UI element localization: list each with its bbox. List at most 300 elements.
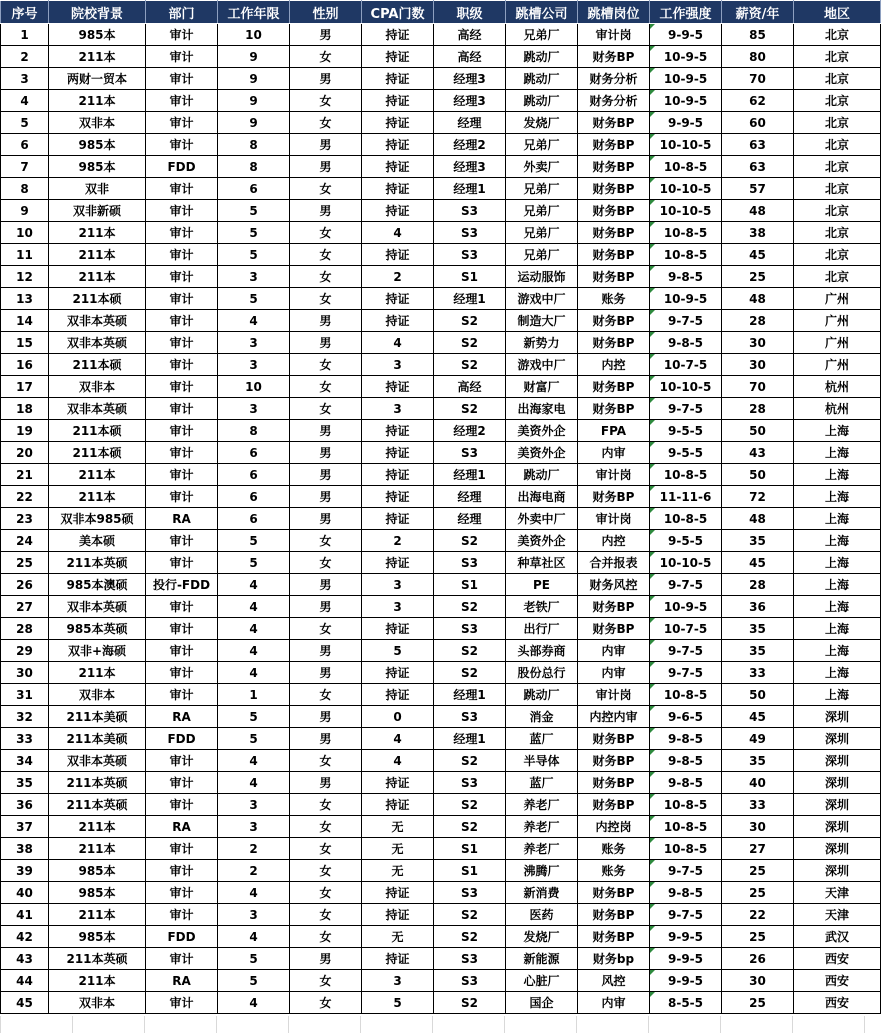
cell-school[interactable]: 211本 — [49, 486, 146, 508]
cell-gender[interactable]: 女 — [290, 266, 362, 288]
cell-gender[interactable]: 男 — [290, 24, 362, 46]
cell-level[interactable]: S2 — [434, 794, 506, 816]
cell-level[interactable]: S1 — [434, 574, 506, 596]
cell-department[interactable]: 审计 — [146, 244, 218, 266]
cell-salary[interactable]: 85 — [722, 24, 794, 46]
cell-salary[interactable]: 40 — [722, 772, 794, 794]
cell-index[interactable]: 36 — [1, 794, 49, 816]
cell-years[interactable]: 9 — [218, 46, 290, 68]
cell-department[interactable]: 审计 — [146, 530, 218, 552]
cell-region[interactable]: 北京 — [794, 134, 881, 156]
cell-level[interactable]: 经理1 — [434, 464, 506, 486]
cell-school[interactable]: 211本 — [49, 662, 146, 684]
cell-school[interactable]: 双非本英硕 — [49, 398, 146, 420]
cell-gender[interactable]: 女 — [290, 552, 362, 574]
cell-years[interactable]: 3 — [218, 398, 290, 420]
cell-cpa[interactable]: 4 — [362, 750, 434, 772]
cell-index[interactable]: 20 — [1, 442, 49, 464]
cell-years[interactable]: 6 — [218, 486, 290, 508]
cell-school[interactable]: 两财一贸本 — [49, 68, 146, 90]
cell-department[interactable]: 审计 — [146, 288, 218, 310]
cell-salary[interactable]: 30 — [722, 816, 794, 838]
cell-region[interactable]: 上海 — [794, 684, 881, 706]
cell-gender[interactable]: 女 — [290, 860, 362, 882]
cell-index[interactable]: 37 — [1, 816, 49, 838]
cell-index[interactable]: 43 — [1, 948, 49, 970]
cell-school[interactable]: 211本 — [49, 244, 146, 266]
cell-gender[interactable]: 男 — [290, 574, 362, 596]
cell-index[interactable]: 38 — [1, 838, 49, 860]
cell-company[interactable]: 财富厂 — [506, 376, 578, 398]
cell-region[interactable]: 深圳 — [794, 728, 881, 750]
cell-department[interactable]: 审计 — [146, 838, 218, 860]
cell-position[interactable]: 财务分析 — [578, 68, 650, 90]
cell-company[interactable]: 兄弟厂 — [506, 134, 578, 156]
col-header-cpa[interactable]: CPA门数 — [362, 1, 434, 24]
cell-position[interactable]: 内审 — [578, 992, 650, 1014]
cell-years[interactable]: 8 — [218, 134, 290, 156]
cell-region[interactable]: 西安 — [794, 948, 881, 970]
cell-salary[interactable]: 25 — [722, 266, 794, 288]
cell-intensity[interactable]: 9-9-5 — [650, 926, 722, 948]
cell-salary[interactable]: 25 — [722, 992, 794, 1014]
cell-region[interactable]: 广州 — [794, 354, 881, 376]
col-header-years[interactable]: 工作年限 — [218, 1, 290, 24]
cell-gender[interactable]: 女 — [290, 684, 362, 706]
cell-position[interactable]: 审计岗 — [578, 684, 650, 706]
cell-intensity[interactable]: 10-9-5 — [650, 46, 722, 68]
cell-position[interactable]: 财务bp — [578, 948, 650, 970]
cell-salary[interactable]: 48 — [722, 288, 794, 310]
cell-company[interactable]: 出海家电 — [506, 398, 578, 420]
cell-company[interactable]: 股份总行 — [506, 662, 578, 684]
cell-index[interactable]: 28 — [1, 618, 49, 640]
cell-school[interactable]: 211本 — [49, 816, 146, 838]
cell-years[interactable]: 3 — [218, 354, 290, 376]
cell-level[interactable]: S1 — [434, 266, 506, 288]
cell-gender[interactable]: 女 — [290, 398, 362, 420]
cell-school[interactable]: 211本 — [49, 222, 146, 244]
cell-cpa[interactable]: 无 — [362, 838, 434, 860]
cell-salary[interactable]: 25 — [722, 926, 794, 948]
cell-department[interactable]: 审计 — [146, 332, 218, 354]
cell-region[interactable]: 深圳 — [794, 794, 881, 816]
cell-index[interactable]: 15 — [1, 332, 49, 354]
cell-intensity[interactable]: 9-9-5 — [650, 948, 722, 970]
cell-region[interactable]: 北京 — [794, 68, 881, 90]
cell-school[interactable]: 985本澳硕 — [49, 574, 146, 596]
cell-department[interactable]: 审计 — [146, 200, 218, 222]
cell-level[interactable]: 经理1 — [434, 178, 506, 200]
cell-level[interactable]: S2 — [434, 904, 506, 926]
cell-company[interactable]: 国企 — [506, 992, 578, 1014]
cell-index[interactable]: 10 — [1, 222, 49, 244]
cell-intensity[interactable]: 10-9-5 — [650, 68, 722, 90]
cell-level[interactable]: S2 — [434, 662, 506, 684]
cell-cpa[interactable]: 持证 — [362, 134, 434, 156]
cell-gender[interactable]: 女 — [290, 244, 362, 266]
cell-department[interactable]: 审计 — [146, 552, 218, 574]
cell-company[interactable]: 兄弟厂 — [506, 222, 578, 244]
cell-salary[interactable]: 48 — [722, 508, 794, 530]
cell-department[interactable]: 审计 — [146, 860, 218, 882]
cell-position[interactable]: 账务 — [578, 288, 650, 310]
cell-company[interactable]: 游戏中厂 — [506, 288, 578, 310]
cell-gender[interactable]: 男 — [290, 200, 362, 222]
cell-cpa[interactable]: 无 — [362, 816, 434, 838]
cell-region[interactable]: 上海 — [794, 618, 881, 640]
cell-cpa[interactable]: 4 — [362, 332, 434, 354]
cell-level[interactable]: 经理3 — [434, 156, 506, 178]
cell-years[interactable]: 3 — [218, 816, 290, 838]
cell-region[interactable]: 北京 — [794, 178, 881, 200]
cell-position[interactable]: 内控 — [578, 354, 650, 376]
cell-index[interactable]: 34 — [1, 750, 49, 772]
cell-position[interactable]: 财务BP — [578, 398, 650, 420]
cell-gender[interactable]: 男 — [290, 772, 362, 794]
cell-region[interactable]: 上海 — [794, 552, 881, 574]
cell-years[interactable]: 5 — [218, 552, 290, 574]
cell-region[interactable]: 上海 — [794, 662, 881, 684]
cell-years[interactable]: 10 — [218, 376, 290, 398]
cell-region[interactable]: 北京 — [794, 200, 881, 222]
cell-intensity[interactable]: 9-7-5 — [650, 640, 722, 662]
cell-gender[interactable]: 男 — [290, 134, 362, 156]
cell-company[interactable]: 老铁厂 — [506, 596, 578, 618]
cell-salary[interactable]: 28 — [722, 310, 794, 332]
cell-years[interactable]: 4 — [218, 882, 290, 904]
cell-index[interactable]: 31 — [1, 684, 49, 706]
cell-school[interactable]: 211本美硕 — [49, 706, 146, 728]
cell-department[interactable]: 投行-FDD — [146, 574, 218, 596]
col-header-index[interactable]: 序号 — [1, 1, 49, 24]
cell-index[interactable]: 19 — [1, 420, 49, 442]
col-header-gender[interactable]: 性别 — [290, 1, 362, 24]
cell-salary[interactable]: 48 — [722, 200, 794, 222]
cell-years[interactable]: 4 — [218, 772, 290, 794]
cell-years[interactable]: 5 — [218, 244, 290, 266]
cell-index[interactable]: 44 — [1, 970, 49, 992]
cell-years[interactable]: 4 — [218, 926, 290, 948]
cell-school[interactable]: 双非本英硕 — [49, 332, 146, 354]
cell-company[interactable]: 种草社区 — [506, 552, 578, 574]
cell-cpa[interactable]: 持证 — [362, 618, 434, 640]
cell-cpa[interactable]: 3 — [362, 596, 434, 618]
col-header-intensity[interactable]: 工作强度 — [650, 1, 722, 24]
cell-company[interactable]: 蓝厂 — [506, 772, 578, 794]
cell-gender[interactable]: 女 — [290, 90, 362, 112]
cell-department[interactable]: RA — [146, 706, 218, 728]
cell-level[interactable]: S1 — [434, 860, 506, 882]
cell-cpa[interactable]: 持证 — [362, 442, 434, 464]
cell-department[interactable]: FDD — [146, 728, 218, 750]
cell-position[interactable]: 财务BP — [578, 244, 650, 266]
cell-company[interactable]: 兄弟厂 — [506, 200, 578, 222]
cell-index[interactable]: 5 — [1, 112, 49, 134]
cell-level[interactable]: 高经 — [434, 24, 506, 46]
cell-position[interactable]: 审计岗 — [578, 508, 650, 530]
cell-region[interactable]: 西安 — [794, 992, 881, 1014]
cell-years[interactable]: 4 — [218, 662, 290, 684]
cell-index[interactable]: 39 — [1, 860, 49, 882]
cell-level[interactable]: 经理 — [434, 486, 506, 508]
cell-index[interactable]: 4 — [1, 90, 49, 112]
cell-years[interactable]: 8 — [218, 156, 290, 178]
cell-level[interactable]: 经理2 — [434, 420, 506, 442]
cell-department[interactable]: FDD — [146, 156, 218, 178]
cell-department[interactable]: 审计 — [146, 948, 218, 970]
cell-intensity[interactable]: 10-10-5 — [650, 134, 722, 156]
cell-level[interactable]: S3 — [434, 706, 506, 728]
cell-region[interactable]: 深圳 — [794, 772, 881, 794]
cell-position[interactable]: 财务BP — [578, 596, 650, 618]
cell-department[interactable]: 审计 — [146, 596, 218, 618]
cell-department[interactable]: 审计 — [146, 46, 218, 68]
cell-position[interactable]: 财务BP — [578, 904, 650, 926]
cell-level[interactable]: S1 — [434, 838, 506, 860]
cell-salary[interactable]: 35 — [722, 750, 794, 772]
cell-gender[interactable]: 男 — [290, 596, 362, 618]
cell-position[interactable]: 财务BP — [578, 310, 650, 332]
cell-school[interactable]: 985本 — [49, 134, 146, 156]
cell-intensity[interactable]: 10-8-5 — [650, 464, 722, 486]
cell-intensity[interactable]: 10-7-5 — [650, 618, 722, 640]
cell-cpa[interactable]: 持证 — [362, 904, 434, 926]
cell-cpa[interactable]: 2 — [362, 266, 434, 288]
cell-intensity[interactable]: 10-8-5 — [650, 838, 722, 860]
cell-years[interactable]: 3 — [218, 266, 290, 288]
cell-cpa[interactable]: 持证 — [362, 46, 434, 68]
cell-index[interactable]: 26 — [1, 574, 49, 596]
cell-years[interactable]: 10 — [218, 24, 290, 46]
cell-salary[interactable]: 22 — [722, 904, 794, 926]
cell-gender[interactable]: 女 — [290, 970, 362, 992]
cell-intensity[interactable]: 9-8-5 — [650, 728, 722, 750]
cell-index[interactable]: 17 — [1, 376, 49, 398]
cell-cpa[interactable]: 持证 — [362, 244, 434, 266]
cell-company[interactable]: 外卖厂 — [506, 156, 578, 178]
cell-company[interactable]: 运动服饰 — [506, 266, 578, 288]
cell-department[interactable]: 审计 — [146, 24, 218, 46]
cell-school[interactable]: 211本 — [49, 838, 146, 860]
cell-index[interactable]: 23 — [1, 508, 49, 530]
cell-company[interactable]: 兄弟厂 — [506, 178, 578, 200]
cell-company[interactable]: 新能源 — [506, 948, 578, 970]
cell-company[interactable]: 跳动厂 — [506, 68, 578, 90]
cell-gender[interactable]: 男 — [290, 310, 362, 332]
cell-company[interactable]: 发烧厂 — [506, 926, 578, 948]
cell-region[interactable]: 北京 — [794, 222, 881, 244]
cell-cpa[interactable]: 5 — [362, 992, 434, 1014]
cell-position[interactable]: 财务BP — [578, 266, 650, 288]
col-header-school[interactable]: 院校背景 — [49, 1, 146, 24]
cell-level[interactable]: 经理3 — [434, 90, 506, 112]
cell-level[interactable]: S2 — [434, 354, 506, 376]
cell-intensity[interactable]: 10-8-5 — [650, 244, 722, 266]
cell-position[interactable]: 财务BP — [578, 618, 650, 640]
cell-cpa[interactable]: 0 — [362, 706, 434, 728]
cell-gender[interactable]: 男 — [290, 948, 362, 970]
cell-level[interactable]: 经理2 — [434, 134, 506, 156]
cell-cpa[interactable]: 持证 — [362, 68, 434, 90]
cell-region[interactable]: 广州 — [794, 288, 881, 310]
cell-company[interactable]: PE — [506, 574, 578, 596]
cell-salary[interactable]: 63 — [722, 156, 794, 178]
cell-gender[interactable]: 女 — [290, 354, 362, 376]
cell-gender[interactable]: 男 — [290, 420, 362, 442]
cell-years[interactable]: 4 — [218, 596, 290, 618]
cell-level[interactable]: 经理1 — [434, 288, 506, 310]
cell-years[interactable]: 9 — [218, 112, 290, 134]
cell-index[interactable]: 25 — [1, 552, 49, 574]
cell-years[interactable]: 9 — [218, 68, 290, 90]
cell-company[interactable]: 心脏厂 — [506, 970, 578, 992]
cell-position[interactable]: 财务BP — [578, 486, 650, 508]
cell-position[interactable]: 内审 — [578, 662, 650, 684]
cell-level[interactable]: S3 — [434, 200, 506, 222]
cell-level[interactable]: 经理1 — [434, 684, 506, 706]
cell-gender[interactable]: 女 — [290, 750, 362, 772]
cell-school[interactable]: 211本硕 — [49, 288, 146, 310]
cell-position[interactable]: 财务BP — [578, 200, 650, 222]
cell-intensity[interactable]: 9-7-5 — [650, 574, 722, 596]
cell-years[interactable]: 4 — [218, 574, 290, 596]
cell-school[interactable]: 双非本 — [49, 684, 146, 706]
cell-gender[interactable]: 女 — [290, 794, 362, 816]
cell-department[interactable]: 审计 — [146, 904, 218, 926]
cell-cpa[interactable]: 4 — [362, 222, 434, 244]
cell-region[interactable]: 上海 — [794, 420, 881, 442]
cell-salary[interactable]: 50 — [722, 420, 794, 442]
cell-region[interactable]: 北京 — [794, 90, 881, 112]
cell-company[interactable]: 发烧厂 — [506, 112, 578, 134]
col-header-company[interactable]: 跳槽公司 — [506, 1, 578, 24]
cell-level[interactable]: 高经 — [434, 46, 506, 68]
cell-intensity[interactable]: 10-10-5 — [650, 200, 722, 222]
cell-school[interactable]: 211本 — [49, 90, 146, 112]
col-header-level[interactable]: 职级 — [434, 1, 506, 24]
cell-index[interactable]: 29 — [1, 640, 49, 662]
cell-company[interactable]: 出海电商 — [506, 486, 578, 508]
cell-index[interactable]: 41 — [1, 904, 49, 926]
cell-level[interactable]: S3 — [434, 948, 506, 970]
cell-salary[interactable]: 25 — [722, 860, 794, 882]
cell-level[interactable]: 经理 — [434, 508, 506, 530]
cell-cpa[interactable]: 持证 — [362, 684, 434, 706]
col-header-region[interactable]: 地区 — [794, 1, 881, 24]
cell-cpa[interactable]: 持证 — [362, 310, 434, 332]
cell-gender[interactable]: 男 — [290, 332, 362, 354]
cell-gender[interactable]: 男 — [290, 442, 362, 464]
cell-position[interactable]: 内审 — [578, 442, 650, 464]
cell-salary[interactable]: 50 — [722, 684, 794, 706]
cell-cpa[interactable]: 持证 — [362, 794, 434, 816]
cell-position[interactable]: 财务BP — [578, 772, 650, 794]
cell-company[interactable]: 美资外企 — [506, 420, 578, 442]
cell-salary[interactable]: 35 — [722, 530, 794, 552]
cell-department[interactable]: 审计 — [146, 112, 218, 134]
cell-region[interactable]: 北京 — [794, 46, 881, 68]
cell-years[interactable]: 5 — [218, 706, 290, 728]
cell-cpa[interactable]: 持证 — [362, 376, 434, 398]
cell-position[interactable]: 财务BP — [578, 882, 650, 904]
cell-cpa[interactable]: 无 — [362, 926, 434, 948]
cell-intensity[interactable]: 9-8-5 — [650, 772, 722, 794]
cell-gender[interactable]: 女 — [290, 222, 362, 244]
cell-salary[interactable]: 30 — [722, 970, 794, 992]
col-header-department[interactable]: 部门 — [146, 1, 218, 24]
cell-level[interactable]: S2 — [434, 310, 506, 332]
cell-level[interactable]: S2 — [434, 750, 506, 772]
cell-salary[interactable]: 33 — [722, 662, 794, 684]
cell-company[interactable]: 新消费 — [506, 882, 578, 904]
cell-intensity[interactable]: 10-8-5 — [650, 684, 722, 706]
cell-salary[interactable]: 80 — [722, 46, 794, 68]
cell-school[interactable]: 双非本英硕 — [49, 310, 146, 332]
cell-index[interactable]: 11 — [1, 244, 49, 266]
cell-region[interactable]: 广州 — [794, 310, 881, 332]
cell-index[interactable]: 32 — [1, 706, 49, 728]
cell-index[interactable]: 22 — [1, 486, 49, 508]
cell-level[interactable]: S3 — [434, 882, 506, 904]
cell-region[interactable]: 北京 — [794, 112, 881, 134]
cell-years[interactable]: 4 — [218, 618, 290, 640]
cell-region[interactable]: 深圳 — [794, 860, 881, 882]
cell-cpa[interactable]: 持证 — [362, 552, 434, 574]
cell-level[interactable]: S2 — [434, 816, 506, 838]
cell-index[interactable]: 12 — [1, 266, 49, 288]
cell-index[interactable]: 35 — [1, 772, 49, 794]
cell-intensity[interactable]: 10-9-5 — [650, 596, 722, 618]
cell-salary[interactable]: 45 — [722, 244, 794, 266]
cell-gender[interactable]: 男 — [290, 728, 362, 750]
cell-department[interactable]: 审计 — [146, 442, 218, 464]
cell-position[interactable]: 财务BP — [578, 332, 650, 354]
cell-position[interactable]: 账务 — [578, 860, 650, 882]
cell-years[interactable]: 6 — [218, 442, 290, 464]
cell-school[interactable]: 211本 — [49, 970, 146, 992]
cell-index[interactable]: 6 — [1, 134, 49, 156]
cell-years[interactable]: 5 — [218, 288, 290, 310]
cell-company[interactable]: 蓝厂 — [506, 728, 578, 750]
cell-school[interactable]: 985本英硕 — [49, 618, 146, 640]
cell-gender[interactable]: 男 — [290, 486, 362, 508]
cell-years[interactable]: 5 — [218, 970, 290, 992]
cell-position[interactable]: 财务BP — [578, 134, 650, 156]
cell-region[interactable]: 武汉 — [794, 926, 881, 948]
cell-school[interactable]: 双非本 — [49, 112, 146, 134]
cell-years[interactable]: 5 — [218, 728, 290, 750]
cell-years[interactable]: 9 — [218, 90, 290, 112]
cell-region[interactable]: 上海 — [794, 464, 881, 486]
cell-cpa[interactable]: 持证 — [362, 486, 434, 508]
cell-intensity[interactable]: 9-7-5 — [650, 398, 722, 420]
cell-department[interactable]: 审计 — [146, 684, 218, 706]
cell-department[interactable]: 审计 — [146, 354, 218, 376]
cell-cpa[interactable]: 持证 — [362, 288, 434, 310]
cell-region[interactable]: 深圳 — [794, 816, 881, 838]
cell-gender[interactable]: 女 — [290, 288, 362, 310]
cell-position[interactable]: 账务 — [578, 838, 650, 860]
cell-index[interactable]: 14 — [1, 310, 49, 332]
cell-years[interactable]: 5 — [218, 530, 290, 552]
cell-region[interactable]: 北京 — [794, 24, 881, 46]
cell-gender[interactable]: 男 — [290, 706, 362, 728]
cell-department[interactable]: 审计 — [146, 992, 218, 1014]
cell-company[interactable]: 半导体 — [506, 750, 578, 772]
cell-department[interactable]: 审计 — [146, 772, 218, 794]
cell-school[interactable]: 211本 — [49, 46, 146, 68]
